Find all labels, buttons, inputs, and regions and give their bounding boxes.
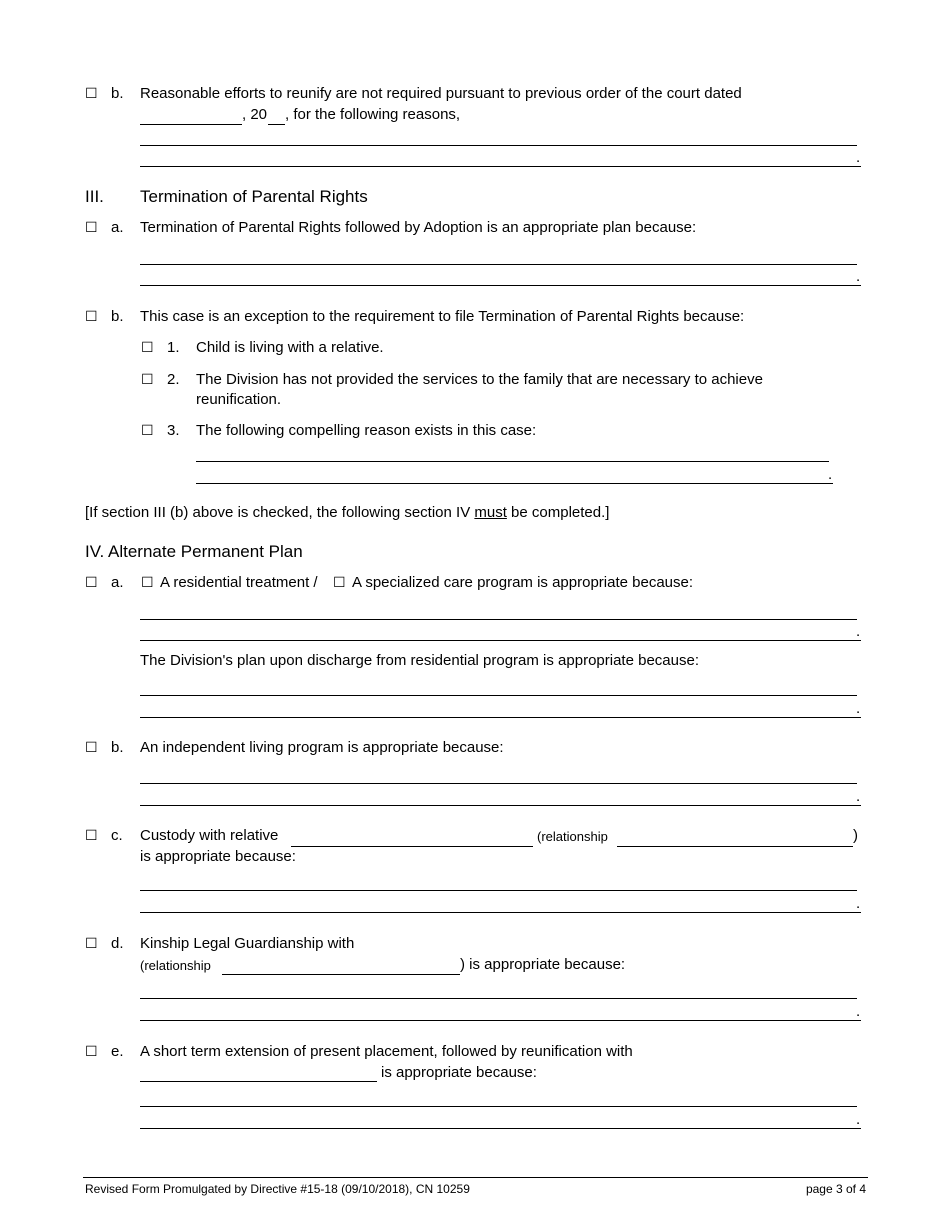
relationship-label: (relationship — [537, 829, 608, 844]
item-letter: e. — [111, 1043, 124, 1060]
answer-line[interactable] — [140, 912, 861, 913]
item-letter: b. — [111, 739, 124, 756]
relative-name-blank[interactable] — [291, 846, 533, 847]
item-text: Reasonable efforts to reunify are not required pursuant to previous order of the court dated — [140, 85, 742, 102]
line-period: . — [856, 149, 861, 166]
answer-line[interactable] — [140, 145, 857, 146]
answer-line[interactable] — [196, 461, 829, 462]
checkbox-iv-a[interactable]: ☐ — [85, 575, 98, 591]
item-text: A residential treatment / — [160, 574, 318, 591]
item-letter: c. — [111, 827, 123, 844]
checkbox-iv-b[interactable]: ☐ — [85, 740, 98, 756]
sub-item-text: The following compelling reason exists in this case: — [196, 422, 537, 439]
answer-line[interactable] — [140, 1106, 857, 1107]
note-emphasis: must — [474, 504, 507, 521]
checkbox-iv-d[interactable]: ☐ — [85, 936, 98, 952]
checkbox-specialized-care[interactable]: ☐ — [333, 575, 346, 591]
sub-item-number: 2. — [167, 371, 180, 388]
checkbox-ii-b[interactable]: ☐ — [85, 86, 98, 102]
answer-line[interactable] — [140, 783, 857, 784]
answer-line[interactable] — [140, 619, 857, 620]
item-text: This case is an exception to the requirement to file Termination of Parental Rights because: — [140, 308, 745, 325]
answer-line[interactable] — [140, 285, 861, 286]
answer-line[interactable] — [140, 805, 861, 806]
item-letter: b. — [111, 308, 124, 325]
checkbox-iii-b-1[interactable]: ☐ — [141, 340, 154, 356]
item-letter: a. — [111, 574, 124, 591]
relationship-blank[interactable] — [617, 846, 853, 847]
relationship-blank[interactable] — [222, 974, 460, 975]
section-title: IV. Alternate Permanent Plan — [85, 542, 303, 561]
checkbox-iii-b-2[interactable]: ☐ — [141, 372, 154, 388]
section-note — [85, 504, 609, 522]
answer-line[interactable] — [140, 640, 861, 641]
answer-line[interactable] — [140, 890, 857, 891]
sub-item-text: The Division has not provided the services to the family that are necessary to achieve — [196, 371, 763, 388]
answer-line[interactable] — [196, 483, 833, 484]
item-text: is appropriate because: — [381, 1064, 537, 1081]
reunification-with-blank[interactable] — [140, 1081, 377, 1082]
answer-line[interactable] — [140, 717, 861, 718]
line-period: . — [856, 623, 861, 640]
section-numeral: III. — [85, 187, 104, 206]
year-field-blank[interactable] — [268, 124, 285, 125]
line-period: . — [856, 268, 861, 285]
answer-line[interactable] — [140, 1128, 861, 1129]
answer-line[interactable] — [140, 695, 857, 696]
section-title: Termination of Parental Rights — [140, 187, 368, 206]
line-period: . — [856, 700, 861, 717]
item-letter: d. — [111, 935, 124, 952]
answer-line[interactable] — [140, 264, 857, 265]
checkbox-iv-e[interactable]: ☐ — [85, 1044, 98, 1060]
date-year-prefix: , 20 — [242, 106, 268, 123]
item-text: An independent living program is appropriate because: — [140, 739, 504, 756]
footer-form-citation: Revised Form Promulgated by Directive #15-18 (09/10/2018), CN 10259 — [85, 1182, 470, 1196]
item-text: Termination of Parental Rights followed by Adoption is an appropriate plan because: — [140, 219, 697, 236]
paren-close: ) — [853, 827, 858, 844]
relationship-label: (relationship — [140, 958, 211, 973]
checkbox-iii-b[interactable]: ☐ — [85, 309, 98, 325]
item-letter: a. — [111, 219, 124, 236]
note-text: be completed.] — [506, 504, 610, 521]
item-letter: b. — [111, 85, 124, 102]
page-number: page 3 of 4 — [805, 1182, 866, 1196]
line-period: . — [856, 1003, 861, 1020]
checkbox-iii-b-3[interactable]: ☐ — [141, 423, 154, 439]
note-text: [If section III (b) above is checked, the following section IV — [85, 504, 475, 521]
line-period: . — [828, 466, 833, 483]
sub-item-number: 3. — [167, 422, 180, 439]
item-text: Kinship Legal Guardianship with — [140, 935, 355, 952]
line-period: . — [856, 788, 861, 805]
checkbox-residential-treatment[interactable]: ☐ — [141, 575, 154, 591]
sub-item-text: reunification. — [196, 391, 282, 408]
footer-divider — [83, 1177, 868, 1178]
item-text: , for the following reasons, — [285, 106, 461, 123]
sub-item-text: Child is living with a relative. — [196, 339, 384, 356]
line-period: . — [856, 1111, 861, 1128]
item-text: Custody with relative — [140, 827, 279, 844]
line-period: . — [856, 895, 861, 912]
answer-line[interactable] — [140, 166, 861, 167]
answer-line[interactable] — [140, 1020, 861, 1021]
checkbox-iv-c[interactable]: ☐ — [85, 828, 98, 844]
item-text: The Division's plan upon discharge from residential program is appropriate because: — [140, 652, 699, 669]
sub-item-number: 1. — [167, 339, 180, 356]
item-text: A short term extension of present placement, followed by reunification with — [140, 1043, 633, 1060]
answer-line[interactable] — [140, 998, 857, 999]
item-text: is appropriate because: — [140, 848, 296, 865]
date-field-blank[interactable] — [140, 124, 242, 125]
checkbox-iii-a[interactable]: ☐ — [85, 220, 98, 236]
item-text: ) is appropriate because: — [460, 956, 626, 973]
item-text: A specialized care program is appropriate because: — [352, 574, 694, 591]
